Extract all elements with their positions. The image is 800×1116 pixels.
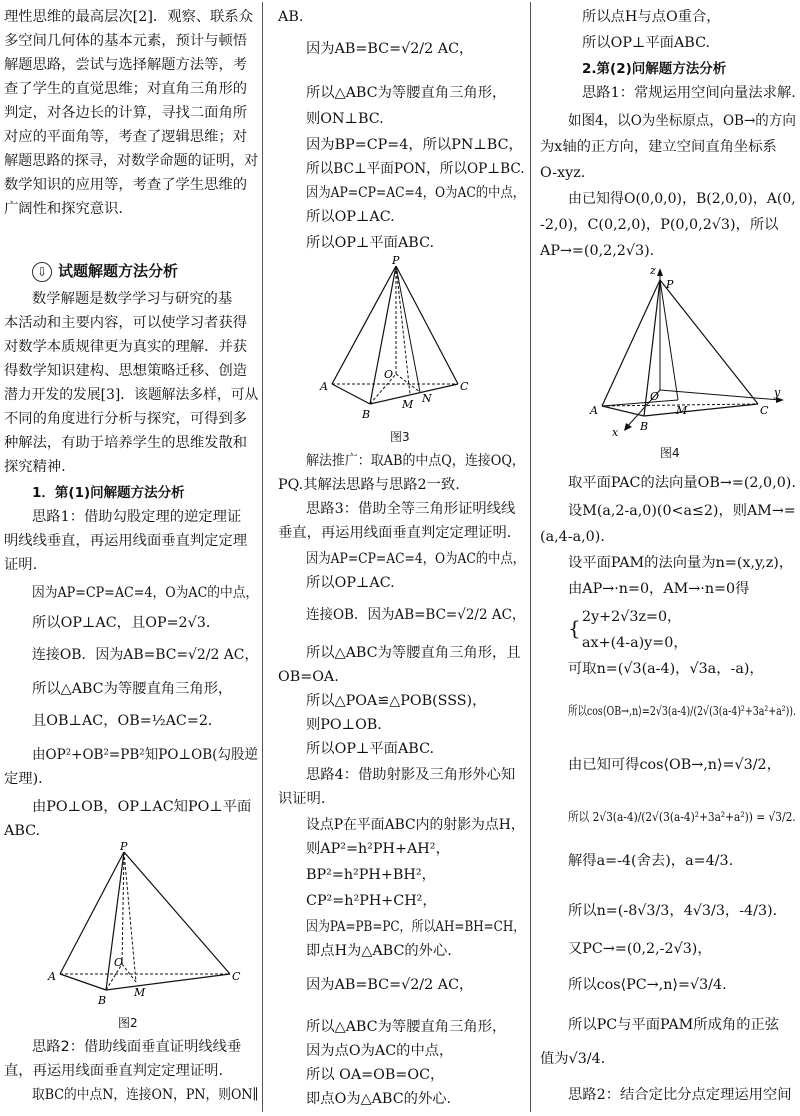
text-line: AP→=(0,2,2√3). <box>540 243 655 259</box>
math-line: 因为AP=CP=AC=4，O为AC的中点， <box>32 585 259 601</box>
fig2-label-P: P <box>120 840 128 853</box>
text-line: 所以△ABC为等腰直角三角形，且 <box>306 645 521 661</box>
brace-symbol: { <box>568 616 581 640</box>
column-rule-1 <box>262 2 263 1112</box>
intro-line: 解题思路，尝试与选择解题方法等，考 <box>4 57 248 73</box>
text-line: 垂直，再运用线面垂直判定定理证明. <box>278 525 512 541</box>
math-line: ABC. <box>4 823 41 839</box>
text-line: -2,0)，C(0,2,0)，P(0,0,2√3)，所以 <box>540 217 779 233</box>
subsection-heading: 2.第(2)问解题方法分析 <box>582 61 727 77</box>
math-line: 定理)． <box>4 771 53 787</box>
text-line: 所以 OA=OB=OC， <box>306 1067 445 1083</box>
text-line: CP²=h²PH+CH²， <box>306 893 437 909</box>
download-circle-icon: ⇩ <box>32 262 52 282</box>
text-line: 因为AB=BC=√2/2 AC， <box>306 977 474 993</box>
intro-line: 判定，对各边长的计算，寻找二面角所 <box>4 105 248 121</box>
math-line: 所以△ABC为等腰直角三角形， <box>32 681 233 697</box>
fig4-label-O: O <box>650 390 660 403</box>
subsection-heading: 1．第(1)问解题方法分析 <box>32 485 185 501</box>
intro-line: 数学知识的应用等，考查了学生思维的 <box>4 177 248 193</box>
section-body-line: 对数学本质规律更为真实的理解．并获 <box>4 339 248 355</box>
text-line: 解法推广：取AB的中点Q，连接OQ， <box>306 453 525 469</box>
section-body-line: 得数学知识建构、思想策略迁移、创造 <box>4 363 248 379</box>
intro-line: 解题思路的探寻，对数学命题的证明，对 <box>4 153 259 169</box>
column-3 <box>538 0 796 1116</box>
fig3-label-A: A <box>320 380 328 393</box>
text-line: 所以cos⟨PC→,n⟩=√3/4. <box>568 977 727 993</box>
fig3-label-P: P <box>392 254 400 267</box>
figure-4 <box>588 264 788 439</box>
text-line: 因为AP=CP=AC=4，O为AC的中点， <box>306 185 526 201</box>
text-line: 因为PA=PB=PC，所以AH=BH=CH， <box>306 919 526 935</box>
column-2 <box>270 0 525 1116</box>
text-line: 又PC→=(0,2,-2√3)， <box>568 941 712 957</box>
intro-line: 理性思维的最高层次[2]．观察、联系众 <box>4 9 253 25</box>
text-line: 由AP→·n=0，AM→·n=0得 <box>568 581 750 597</box>
idea-line: 明线线垂直，再运用线面垂直判定定理 <box>4 533 248 549</box>
text-line: 即点O为△ABC的外心. <box>306 1091 452 1107</box>
text-line: 由已知可得cos⟨OB→,n⟩=√3/2， <box>568 757 781 773</box>
text-line: BP²=h²PH+BH²， <box>306 867 436 883</box>
figure-3 <box>310 256 510 424</box>
intro-line: 对应的平面角等，考查了逻辑思维；对 <box>4 129 248 145</box>
text-line: 所以点H与点O重合， <box>582 9 721 25</box>
text-line: 取平面PAC的法向量OB→=(2,0,0). <box>568 475 796 491</box>
section-body-line: 潜力开发的发展[3]．该题解法多样，可从 <box>4 387 259 403</box>
figure-2-caption: 图2 <box>118 1016 138 1030</box>
section-body-line: 数学解题是数学学习与研究的基 <box>32 291 233 307</box>
text-line: 因为AB=BC=√2/2 AC， <box>306 41 474 57</box>
text-line: 因为BP=CP=4，所以PN⊥BC， <box>306 137 523 153</box>
text-line: 值为√3/4. <box>540 1051 606 1067</box>
math-line: 由PO⊥OB，OP⊥AC知PO⊥平面 <box>32 799 252 815</box>
math-line: 由OP²+OB²=PB²知PO⊥OB(勾股逆 <box>32 747 259 763</box>
text-line: 设点P在平面ABC内的射影为点H， <box>306 817 525 833</box>
fig4-label-P: P <box>666 278 674 291</box>
intro-line: 多空间几何体的基本元素，预计与顿悟 <box>4 33 248 49</box>
idea-line: 取BC的中点N，连接ON，PN，则ON∥ <box>32 1087 259 1103</box>
idea-line: 思路2：借助线面垂直证明线线垂 <box>32 1039 242 1055</box>
intro-line: 广阔性和探究意识. <box>4 201 123 217</box>
text-line: 则ON⊥BC. <box>306 111 384 127</box>
text-line: 如图4，以O为坐标原点，OB→的方向 <box>568 113 796 129</box>
text-line: 所以n=(-8√3/3，4√3/3，-4/3). <box>568 903 778 919</box>
fig2-label-B: B <box>98 994 107 1007</box>
text-line: 因为点O为AC的中点， <box>306 1043 454 1059</box>
text-line: 设平面PAM的法向量为n=(x,y,z)， <box>568 555 794 571</box>
text-line: 解得a=-4(舍去)，a=4/3. <box>568 853 734 869</box>
section-body-line: 探究精神. <box>4 459 66 475</box>
fig4-label-C: C <box>760 404 769 417</box>
section-body-line: 种解法，有助于培养学生的思维发散和 <box>4 435 248 451</box>
text-line: 所以BC⊥平面PON，所以OP⊥BC. <box>306 161 525 177</box>
text-line: 所以OP⊥平面ABC. <box>306 741 435 757</box>
math-line: 且OB⊥AC，OB=½AC=2． <box>32 713 223 729</box>
section-body-line: 不同的角度进行分析与探究，可得到多 <box>4 411 248 427</box>
idea-line: 证明. <box>4 557 38 573</box>
fig2-label-C: C <box>232 970 241 983</box>
fig4-label-z: z <box>650 264 656 277</box>
fig4-label-B: B <box>640 420 649 433</box>
text-line: 可取n=(√3(a-4)，√3a，-a)， <box>568 661 764 677</box>
text-line: PQ.其解法思路与思路2一致. <box>278 477 460 493</box>
math-line: 所以OP⊥AC，且OP=2√3． <box>32 615 221 631</box>
text-line: 思路4：借助射影及三角形外心知 <box>306 767 516 783</box>
text-line: 所以cos⟨OB→,n⟩=2√3(a-4)/(2√(3(a-4)²+3a²+a²)). <box>568 703 796 718</box>
fig3-label-O: O <box>384 368 394 381</box>
text-line: 所以OP⊥平面ABC. <box>582 35 711 51</box>
text-line: 思路3：借助全等三角形证明线线 <box>306 501 516 517</box>
column-rule-2 <box>530 2 531 1112</box>
idea-line: 直，再运用线面垂直判定定理证明. <box>4 1063 223 1079</box>
fig2-label-M: M <box>134 986 146 999</box>
idea-line: 思路1：借助勾股定理的逆定理证 <box>32 509 242 525</box>
text-line: 所以OP⊥AC. <box>306 209 395 225</box>
text-line: 识证明. <box>278 791 326 807</box>
fig3-label-C: C <box>460 380 469 393</box>
fig4-label-x: x <box>612 426 619 439</box>
fig4-label-M: M <box>676 404 688 417</box>
text-line: 所以△ABC为等腰直角三角形， <box>306 85 507 101</box>
section-body-line: 本活动和主要内容，可以使学习者获得 <box>4 315 248 331</box>
text-line: 因为AP=CP=AC=4，O为AC的中点， <box>306 551 526 567</box>
text-line: 所以△POA≌△POB(SSS)， <box>306 693 487 709</box>
text-line: 则AP²=h²PH+AH²， <box>306 841 450 857</box>
text-line: 为x轴的正方向，建立空间直角坐标系 <box>540 139 777 155</box>
text-line: 所以OP⊥AC. <box>306 575 395 591</box>
text-line: 由已知得O(0,0,0)，B(2,0,0)，A(0, <box>568 191 796 207</box>
fig4-label-A: A <box>590 404 598 417</box>
text-line: (a,4-a,0). <box>540 529 605 545</box>
text-line: 所以OP⊥平面ABC. <box>306 235 435 251</box>
fig2-label-A: A <box>48 970 56 983</box>
text-line: 思路2：结合定比分点定理运用空间 <box>568 1087 792 1103</box>
section-title: 试题解题方法分析 <box>58 262 179 280</box>
figure-2 <box>44 842 244 1010</box>
column-1 <box>4 0 258 1116</box>
text-line: O-xyz. <box>540 165 586 181</box>
fig3-label-M: M <box>402 398 414 411</box>
fig3-label-B: B <box>362 408 371 421</box>
fig2-label-O: O <box>114 956 124 969</box>
text-line: 设M(a,2-a,0)(0<a≤2)，则AM→= <box>568 503 796 519</box>
fig4-label-y: y <box>774 386 781 399</box>
text-line: 2y+2√3z=0， <box>582 609 682 625</box>
intro-line: 查了学生的直觉思维；对直角三角形的 <box>4 81 248 97</box>
fig3-label-N: N <box>422 392 432 405</box>
text-line: 思路1：常规运用空间向量法求解. <box>582 85 796 101</box>
text-line: 所以△ABC为等腰直角三角形， <box>306 1019 507 1035</box>
text-line: 所以PC与平面PAM所成角的正弦 <box>568 1017 780 1033</box>
text-line: ax+(4-a)y=0， <box>582 635 688 651</box>
text-line: OB=OA. <box>278 669 339 685</box>
text-line: 连接OB．因为AB=BC=√2/2 AC， <box>306 607 526 623</box>
figure-4-caption: 图4 <box>660 446 680 460</box>
text-line: 则PO⊥OB. <box>306 717 382 733</box>
math-line: 连接OB．因为AB=BC=√2/2 AC， <box>32 647 259 663</box>
figure-3-caption: 图3 <box>390 430 410 444</box>
text-line: AB. <box>278 9 304 25</box>
text-line: 所以 2√3(a-4)/(2√(3(a-4)²+3a²+a²)) = √3/2. <box>568 809 796 824</box>
text-line: 即点H为△ABC的外心. <box>306 943 452 959</box>
